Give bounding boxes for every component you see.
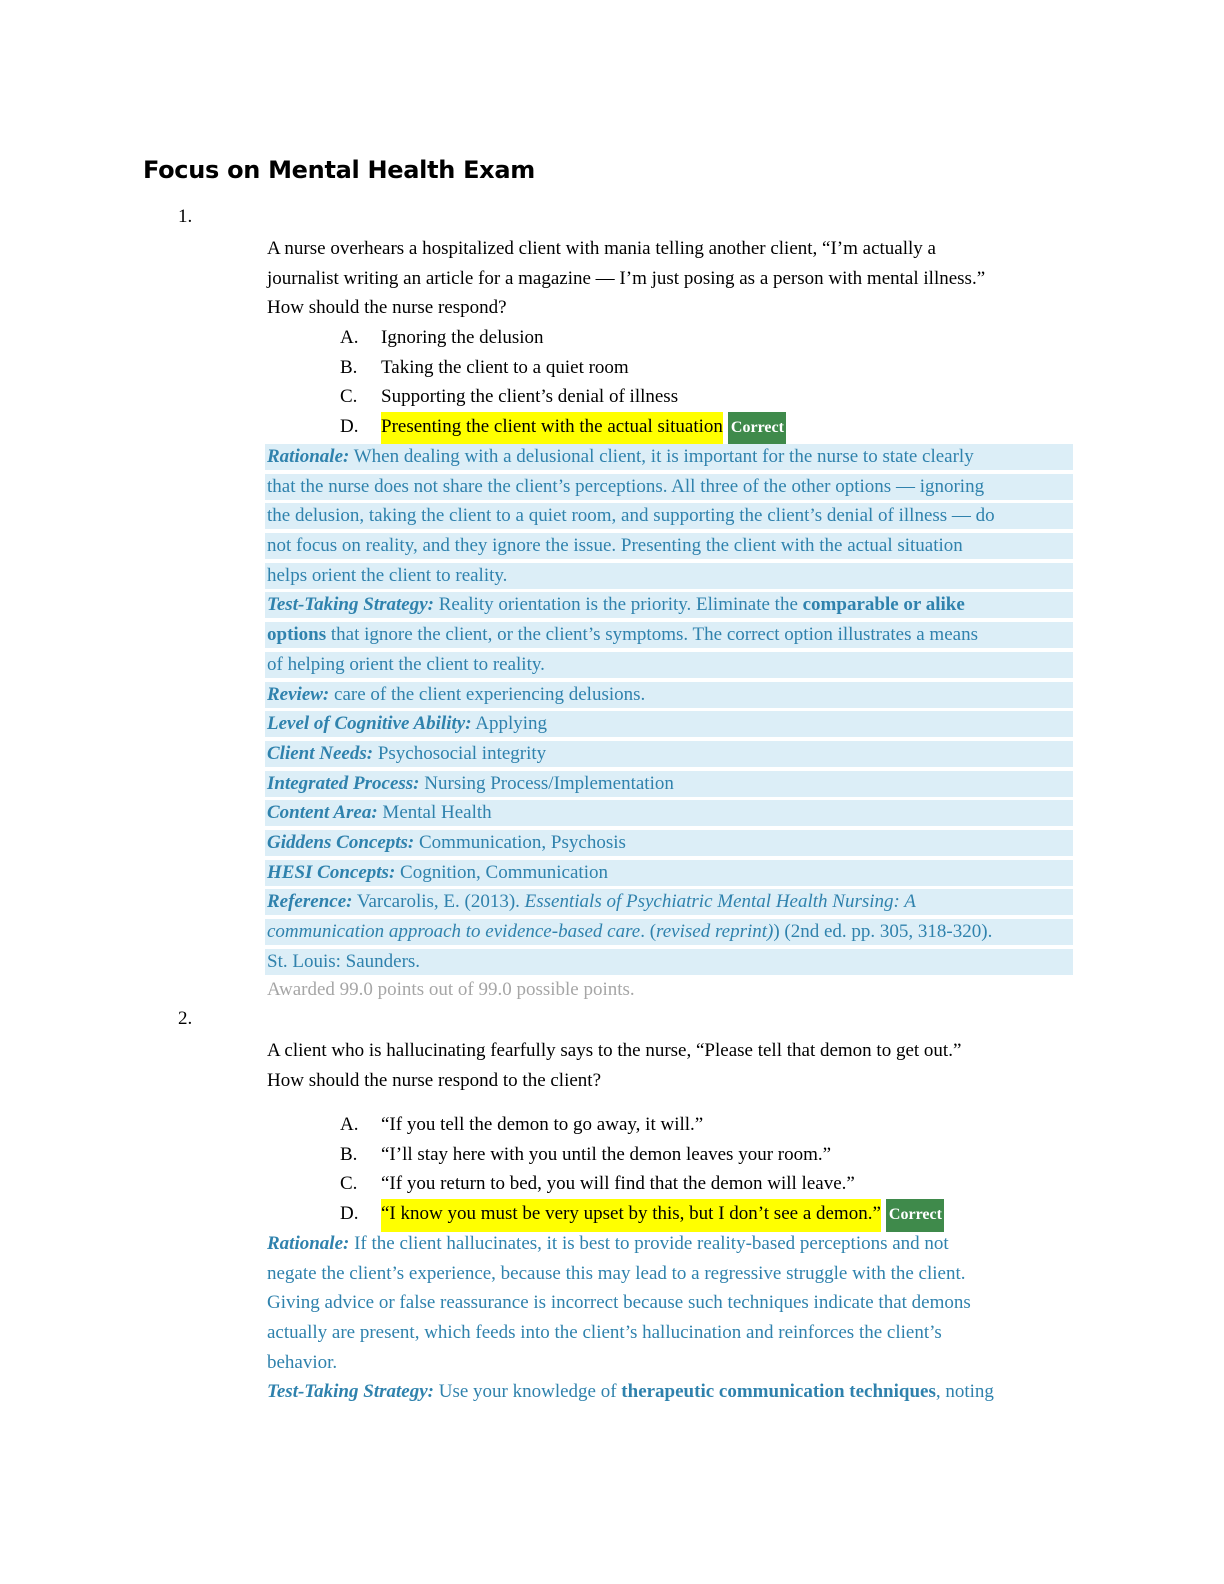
strategy-label: Test-Taking Strategy:	[267, 594, 434, 616]
reference-reprint: revised reprint)	[656, 921, 774, 942]
option-a[interactable]	[340, 323, 1080, 353]
rationale-block	[265, 1231, 1073, 1409]
stem-line: How should the nurse respond?	[267, 297, 507, 319]
option-c[interactable]	[340, 382, 1080, 412]
reference-title: communication approach to evidence-based care	[267, 921, 641, 942]
selected-answer-text: Presenting the client with the actual situation	[381, 412, 723, 445]
question-stem	[267, 1036, 1073, 1095]
option-letter: A.	[340, 327, 359, 348]
meta-label: Client Needs:	[267, 742, 374, 764]
option-b[interactable]	[340, 1140, 1080, 1170]
points-awarded: Awarded 99.0 points out of 99.0 possible points.	[267, 979, 635, 1000]
question-number: 2.	[178, 1008, 193, 1029]
client-needs-line	[265, 741, 1073, 767]
option-letter: B.	[340, 1143, 358, 1165]
meta-label: Content Area:	[267, 802, 378, 824]
option-letter: C.	[340, 1173, 358, 1195]
meta-value: Applying	[471, 713, 548, 735]
reference-text: . (	[640, 921, 657, 942]
rationale-line: helps orient the client to reality.	[265, 563, 1073, 589]
cognitive-level-line	[265, 711, 1073, 737]
reference-author: Varcarolis, E. (2013).	[352, 891, 525, 913]
option-letter: B.	[340, 356, 358, 378]
option-text: Taking the client to a quiet room	[381, 356, 629, 378]
meta-label: Giddens Concepts:	[267, 831, 415, 853]
meta-value: care of the client experiencing delusions.	[329, 683, 646, 705]
question-number: 1.	[178, 206, 193, 227]
reference-line	[265, 889, 1073, 915]
content-area-line	[265, 800, 1073, 826]
strategy-text: that ignore the client, or the client’s symptoms. The correct option illustrates a means	[326, 624, 978, 646]
strategy-line	[265, 592, 1073, 618]
strategy-emphasis: therapeutic communication techniques	[621, 1381, 936, 1403]
stem-line: journalist writing an article for a magazine — I’m just posing as a person with mental illness.”	[267, 267, 986, 289]
rationale-line: not focus on reality, and they ignore the issue. Presenting the client with the actual situation	[265, 533, 1073, 559]
strategy-emphasis: options	[267, 624, 327, 646]
page-title: Focus on Mental Health Exam	[143, 156, 535, 184]
stem-line: A client who is hallucinating fearfully says to the nurse, “Please tell that demon to get out.”	[267, 1040, 962, 1061]
option-d[interactable]	[340, 1199, 1080, 1232]
rationale-label: Rationale:	[267, 1233, 350, 1254]
rationale-line: actually are present, which feeds into the client’s hallucination and reinforces the client’s	[267, 1322, 942, 1344]
strategy-emphasis: comparable or alike	[802, 594, 965, 616]
option-text: “If you tell the demon to go away, it will.”	[381, 1114, 704, 1135]
reference-line: St. Louis: Saunders.	[265, 949, 1073, 975]
strategy-line: of helping orient the client to reality.	[265, 652, 1073, 678]
option-letter: D.	[340, 1203, 359, 1225]
rationale-line: the delusion, taking the client to a quiet room, and supporting the client’s denial of illness — do	[265, 503, 1073, 529]
rationale-line: Giving advice or false reassurance is incorrect because such techniques indicate that demons	[267, 1292, 971, 1314]
option-letter: A.	[340, 1114, 359, 1135]
strategy-text: Use your knowledge of	[433, 1381, 622, 1403]
reference-line	[265, 919, 1073, 945]
strategy-text: Reality orientation is the priority. Eliminate the	[433, 594, 803, 616]
option-letter: D.	[340, 416, 359, 438]
rationale-label: Rationale:	[267, 446, 350, 467]
rationale-line: that the nurse does not share the client’s perceptions. All three of the other options — ignoring	[265, 474, 1073, 500]
option-text: Ignoring the delusion	[381, 327, 544, 348]
strategy-line	[265, 622, 1073, 648]
meta-value: Nursing Process/Implementation	[419, 772, 674, 794]
meta-value: Psychosocial integrity	[373, 742, 547, 764]
strategy-text: , noting	[935, 1381, 994, 1403]
option-b[interactable]	[340, 353, 1080, 383]
option-letter: C.	[340, 386, 358, 408]
meta-value: Communication, Psychosis	[414, 831, 626, 853]
strategy-label: Test-Taking Strategy:	[267, 1381, 434, 1403]
meta-value: Cognition, Communication	[395, 861, 608, 883]
rationale-block	[265, 444, 1073, 978]
option-text: Supporting the client’s denial of illness	[381, 386, 679, 408]
reference-label: Reference:	[267, 891, 353, 913]
rationale-line	[265, 444, 1073, 470]
giddens-concepts-line	[265, 830, 1073, 856]
strategy-line	[265, 1379, 1073, 1405]
rationale-text: If the client hallucinates, it is best to provide reality-based perceptions and not	[349, 1233, 949, 1254]
option-d[interactable]	[340, 412, 1080, 445]
rationale-text: When dealing with a delusional client, it is important for the nurse to state clearly	[349, 446, 974, 467]
meta-label: HESI Concepts:	[267, 861, 396, 883]
reference-title: Essentials of Psychiatric Mental Health Nursing: A	[524, 891, 916, 913]
hesi-concepts-line	[265, 860, 1073, 886]
rationale-line: behavior.	[267, 1351, 338, 1373]
correct-badge: Correct	[886, 1199, 944, 1232]
correct-badge: Correct	[728, 412, 786, 445]
reference-edition: ) (2nd ed. pp. 305, 318-320).	[773, 921, 993, 942]
option-c[interactable]	[340, 1169, 1080, 1199]
meta-value: Mental Health	[377, 802, 492, 824]
stem-line: A nurse overhears a hospitalized client with mania telling another client, “I’m actually a	[267, 238, 936, 259]
selected-answer-text: “I know you must be very upset by this, but I don’t see a demon.”	[381, 1199, 881, 1232]
answer-options	[340, 323, 1080, 445]
meta-label: Integrated Process:	[267, 772, 420, 794]
stem-line: How should the nurse respond to the client?	[267, 1069, 602, 1091]
answer-options	[340, 1110, 1080, 1232]
meta-label: Level of Cognitive Ability:	[267, 713, 472, 735]
rationale-line: negate the client’s experience, because this may lead to a regressive struggle with the client.	[267, 1262, 966, 1284]
question-stem	[267, 234, 1073, 323]
rationale-line	[265, 1231, 1073, 1257]
option-text: “I’ll stay here with you until the demon leaves your room.”	[381, 1143, 832, 1165]
integrated-process-line	[265, 771, 1073, 797]
meta-label: Review:	[267, 683, 330, 705]
option-text: “If you return to bed, you will find that the demon will leave.”	[381, 1173, 855, 1195]
review-line	[265, 682, 1073, 708]
option-a[interactable]	[340, 1110, 1080, 1140]
